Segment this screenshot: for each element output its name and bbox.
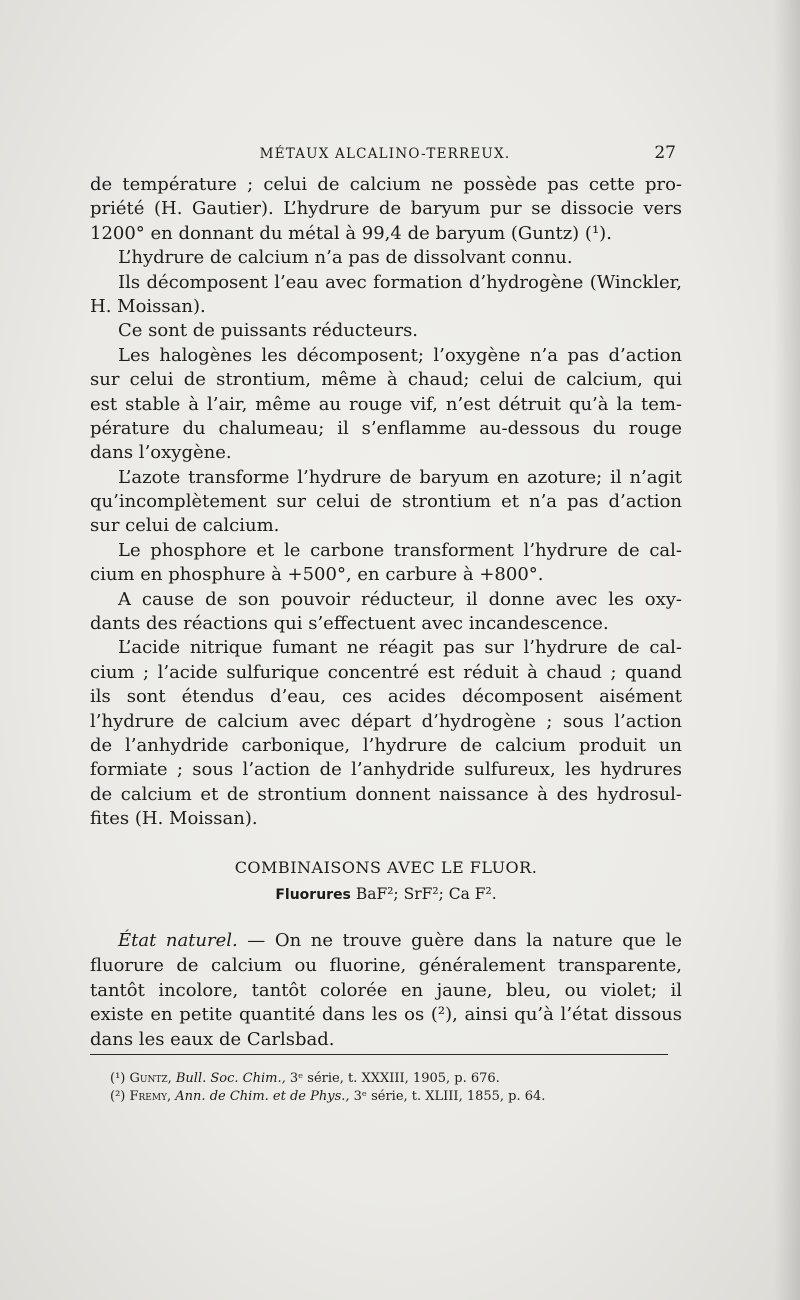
running-title: MÉTAUX ALCALINO-TERREUX. [259,146,511,162]
text-line: formiate ; sous l’action de l’anhydride sulfureux, les hydrures [90,759,682,781]
text-line: Le phosphore et le carbone transforment l’hydrure de cal- [118,539,682,561]
section-subtitle-formulas: BaF²; SrF²; Ca F². [350,885,497,903]
text-line: Ce sont de puissants réducteurs. [118,320,419,342]
running-head [90,143,680,168]
text-line: dans l’oxygène. [90,442,232,464]
text-line: L’hydrure de calcium n’a pas de dissolvant connu. [118,247,573,269]
text-line: Les halogènes les décomposent; l’oxygène n’a pas d’action [118,344,682,366]
footnote-rule [90,1054,668,1055]
text-line-rest: — On ne trouve guère dans la nature que le [237,930,682,951]
footnote-rest: 3ᵉ série, t. XLIII, 1855, p. 64. [353,1089,546,1104]
text-line: L’azote transforme l’hydrure de baryum en azoture; il n’agit [118,466,682,488]
text-line: de l’anhydride carbonique, l’hydrure de calcium produit un [90,734,682,756]
footnote-author: Fremy, [129,1089,172,1104]
lead-italic: État naturel. [118,930,238,951]
text-line: A cause de son pouvoir réducteur, il donne avec les oxy- [118,588,682,610]
text-line: sur celui de strontium, même à chaud; celui de calcium, qui [90,369,682,391]
text-line: l’hydrure de calcium avec départ d’hydrogène ; sous l’action [90,710,682,732]
footnote-marker: (²) [110,1089,126,1104]
footnote-author: Guntz, [129,1071,172,1086]
footnote-journal: Ann. de Chim. et de Phys., [175,1089,350,1104]
section-title: COMBINAISONS AVEC LE FLUOR. [234,858,538,877]
text-line: fites (H. Moissan). [90,808,258,830]
text-line: fluorure de calcium ou fluorine, généralement transparente, [90,954,682,976]
text-line: est stable à l’air, même au rouge vif, n’est détruit qu’à la tem- [90,393,682,415]
section-subtitle [90,885,682,903]
text-line: L’acide nitrique fumant ne réagit pas sur l’hydrure de cal- [118,637,682,659]
text-line: pérature du chalumeau; il s’enflamme au-dessous du rouge [90,417,682,439]
footnote-journal: Bull. Soc. Chim., [175,1071,286,1086]
text-line: dants des réactions qui s’effectuent avec incandescence. [90,613,609,635]
footnote [110,1088,690,1106]
body-text-upper [90,173,682,832]
footnote [110,1070,690,1088]
text-line: Ils décomposent l’eau avec formation d’hydrogène (Winckler, [118,271,682,293]
section-subtitle-bold: Fluorures [275,887,351,903]
text-line: de calcium et de strontium donnent naissance à des hydrosul- [90,783,682,805]
footnotes [110,1070,690,1106]
text-line: tantôt incolore, tantôt colorée en jaune, bleu, ou violet; il [90,979,682,1001]
text-line: cium ; l’acide sulfurique concentré est réduit à chaud ; quand [90,661,682,683]
text-line: ils sont étendus d’eau, ces acides décomposent aisément [90,686,682,708]
text-line: sur celui de calcium. [90,515,280,537]
footnote-rest: 3ᵉ série, t. XXXIII, 1905, p. 676. [289,1071,500,1086]
footnote-marker: (¹) [110,1071,126,1086]
text-line [90,929,682,954]
text-line: qu’incomplètement sur celui de strontium et n’a pas d’action [90,491,682,513]
page-number: 27 [654,143,676,163]
page-edge-shadow [774,0,800,1300]
text-line: priété (H. Gautier). L’hydrure de baryum pur se dissocie vers [90,198,682,220]
text-line: cium en phosphure à +500°, en carbure à +800°. [90,564,544,586]
body-text-lower [90,929,682,1053]
text-line: H. Moissan). [90,295,206,317]
text-line: 1200° en donnant du métal à 99,4 de baryum (Guntz) (¹). [90,222,612,244]
text-line: dans les eaux de Carlsbad. [90,1029,335,1051]
text-line: existe en petite quantité dans les os (²), ainsi qu’à l’état dissous [90,1004,682,1026]
text-line: de température ; celui de calcium ne possède pas cette pro- [90,174,682,195]
